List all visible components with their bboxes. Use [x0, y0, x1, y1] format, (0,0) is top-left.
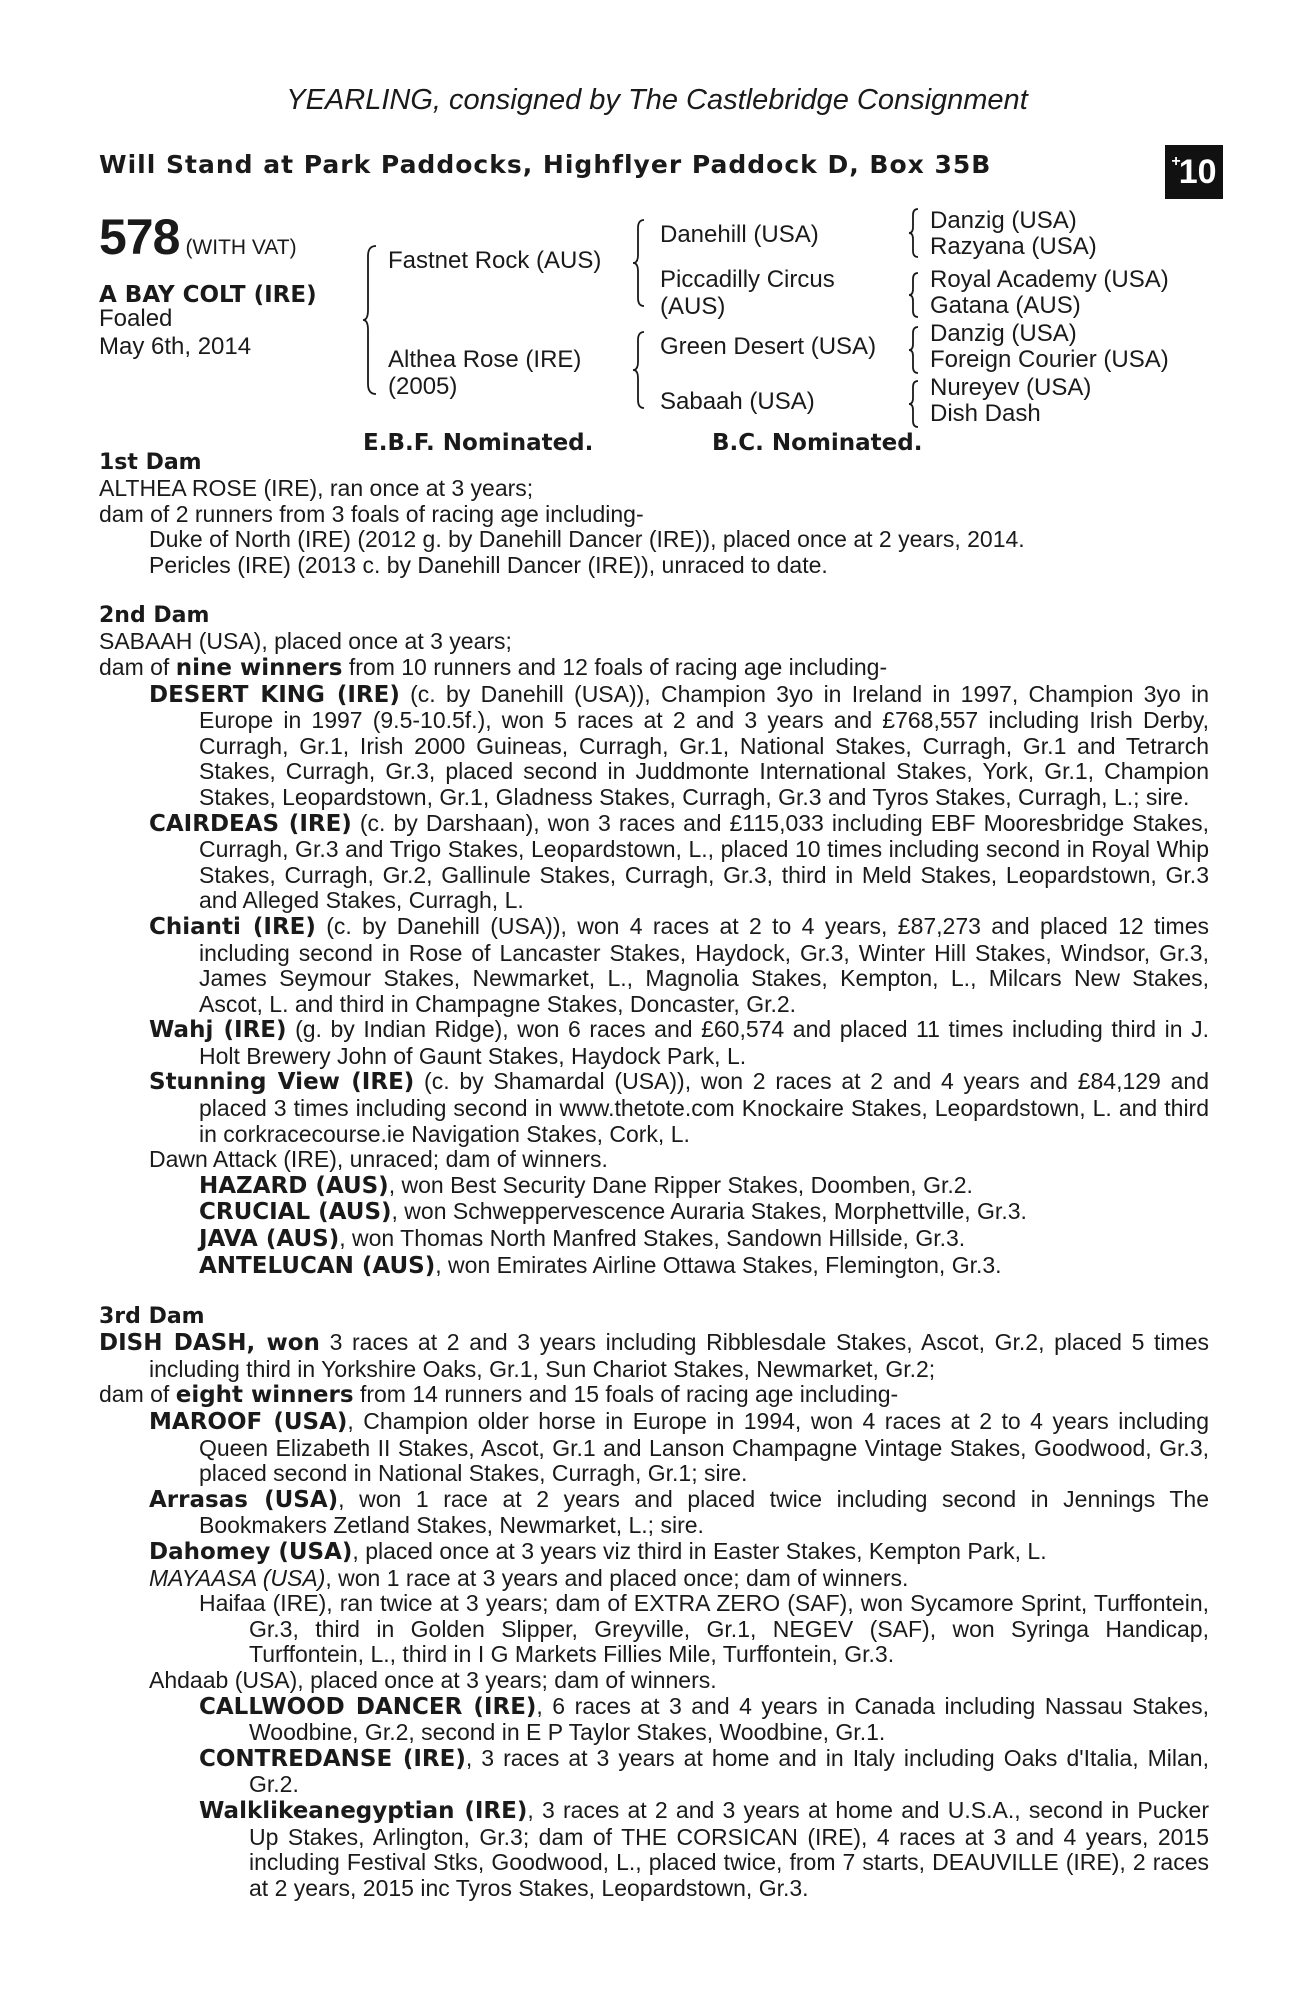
pedigree-dam-name: Althea Rose (IRE) — [388, 346, 582, 373]
pedigree-brace-dam — [632, 330, 646, 410]
text-span: dam of — [99, 653, 176, 680]
lot-number: 578 — [99, 209, 180, 265]
horse-name-bold: Chianti (IRE) — [149, 913, 316, 940]
horse-name-bold: Wahj (IRE) — [149, 1017, 287, 1044]
pedigree-sire-sire: Danehill (USA) — [660, 221, 819, 248]
pedigree-g1: Danzig (USA) — [930, 207, 1077, 234]
text-span: dam of — [99, 1381, 176, 1408]
horse-name-bold: HAZARD (AUS) — [199, 1172, 389, 1199]
first-dam-line1: ALTHEA ROSE (IRE), ran once at 3 years; — [99, 475, 534, 501]
produce-haifaa: Haifaa (IRE), ran twice at 3 years; dam of EXTRA ZERO (SAF), won Sycamore Sprint, Turffontein, Gr.3, third in Golden Slipper, Greyville, Gr.1, NEGEV (SAF), won Syringa Handicap, Turffontein, L., third in I G Markets Fillies Mile, Turffontein, Gr.3. — [199, 1590, 1209, 1668]
foaled-info — [99, 305, 251, 361]
horse-name-bold: Dahomey (USA) — [149, 1538, 353, 1565]
pedigree-g4: Gatana (AUS) — [930, 292, 1081, 319]
second-dam-line1: SABAAH (USA), placed once at 3 years; — [99, 628, 512, 655]
produce-wahj — [99, 1017, 1209, 1069]
produce-dawn-attack: Dawn Attack (IRE), unraced; dam of winners. — [149, 1146, 608, 1173]
produce-text: , won 1 race at 2 years and placed twice including second in Jennings The Bookmakers Zetland Stakes, Newmarket, L.; sire. — [199, 1485, 1210, 1539]
pedigree-g6: Foreign Courier (USA) — [930, 346, 1169, 373]
ebf-nominated: E.B.F. Nominated. — [363, 430, 594, 456]
first-dam-produce-1: Duke of North (IRE) (2012 g. by Danehill Dancer (IRE)), placed once at 2 years, 2014. — [149, 526, 1025, 553]
pedigree-g2: Razyana (USA) — [930, 233, 1097, 260]
text-span: from 14 runners and 15 foals of racing age including- — [353, 1381, 899, 1408]
produce-maroof — [99, 1409, 1209, 1487]
horse-name-bold: CAIRDEAS (IRE) — [149, 810, 352, 837]
stand-location: Will Stand at Park Paddocks, Highflyer Paddock D, Box 35B — [99, 150, 992, 179]
second-dam-line2 — [99, 655, 1209, 682]
horse-name-bold: CONTREDANSE (IRE) — [199, 1745, 466, 1772]
horse-name-bold: Walklikeanegyptian (IRE) — [199, 1797, 528, 1824]
horse-name-bold: MAROOF (USA) — [149, 1409, 348, 1435]
pedigree-brace-g78 — [908, 379, 920, 429]
produce-contredanse — [99, 1746, 1209, 1798]
produce-text: , 3 races at 3 years at home and in Italy including Oaks d'Italia, Milan, Gr.2. — [249, 1744, 1209, 1798]
lot-badge — [1165, 145, 1223, 199]
pedigree-brace-g56 — [908, 325, 920, 375]
produce-text: 3 races at 2 and 3 years including Ribblesdale Stakes, Ascot, Gr.2, placed 5 times including third in Yorkshire Oaks, Gr.1, Sun Chariot Stakes, Newmarket, Gr.2; — [149, 1329, 1209, 1382]
catalogue-body — [99, 450, 1209, 1901]
third-dam-line1 — [99, 1330, 1209, 1382]
produce-text: (g. by Indian Ridge), won 6 races and £60,574 and placed 11 times including third in J. Holt Brewery John of Gaunt Stakes, Haydock Park, L. — [199, 1016, 1209, 1069]
produce-text: (c. by Shamardal (USA)), won 2 races at 2 and 4 years and £84,129 and placed 3 times including second in www.thetote.com Knockaire Stakes, Leopardstown, L. and third in corkracecourse.ie Navigation Stakes, Cork, L. — [199, 1068, 1209, 1147]
bc-nominated: B.C. Nominated. — [712, 430, 923, 456]
produce-text: , 3 races at 2 and 3 years at home and U.S.A., second in Pucker Up Stakes, Arlington, Gr.3; dam of THE CORSICAN (IRE), 4 races at 3 and 4 years, 2015 including Festival Stks, Goodwood, L., placed twice, from 7 starts, DEAUVILLE (IRE), 2 races at 2 years, 2015 inc Tyros Stakes, Leopardstown, Gr.3. — [249, 1796, 1210, 1901]
text-span: from 10 runners and 12 foals of racing age including- — [342, 653, 888, 680]
produce-dahomey — [99, 1539, 1209, 1566]
produce-java — [99, 1226, 1209, 1253]
horse-name-bold: CALLWOOD DANCER (IRE) — [199, 1693, 537, 1720]
produce-text: , won Emirates Airline Ottawa Stakes, Flemington, Gr.3. — [435, 1251, 1002, 1278]
pedigree-g3: Royal Academy (USA) — [930, 266, 1169, 293]
horse-name-italic: MAYAASA (USA) — [149, 1564, 326, 1591]
winners-count: eight winners — [175, 1382, 354, 1409]
produce-text: , won Best Security Dane Ripper Stakes, Doomben, Gr.2. — [388, 1171, 973, 1198]
won-bold: , won — [246, 1330, 320, 1357]
horse-name-bold: DESERT KING (IRE) — [149, 681, 400, 708]
consignment-heading: YEARLING, consigned by The Castlebridge Consignment — [286, 84, 1028, 116]
pedigree-sire-dam — [660, 266, 835, 320]
produce-text: , placed once at 3 years viz third in Easter Stakes, Kempton Park, L. — [352, 1537, 1047, 1564]
pedigree-g8: Dish Dash — [930, 400, 1041, 427]
pedigree-dam-sire: Green Desert (USA) — [660, 333, 877, 360]
pedigree-dam-year: (2005) — [388, 373, 458, 400]
badge-number: 10 — [1178, 152, 1217, 191]
produce-text: , Champion older horse in Europe in 1994, won 4 races at 2 to 4 years including Queen Elizabeth II Stakes, Ascot, Gr.1 and Lanson Champagne Vintage Stakes, Goodwood, Gr.3, placed second in National Stakes, Curragh, Gr.1; sire. — [199, 1408, 1209, 1487]
horse-name-bold: JAVA (AUS) — [199, 1226, 340, 1253]
produce-text: , won Schweppervescence Auraria Stakes, Morphettville, Gr.3. — [391, 1198, 1027, 1225]
produce-stunning-view — [99, 1069, 1209, 1147]
produce-text: (c. by Danehill (USA)), won 4 races at 2 to 4 years, £87,273 and placed 12 times including second in Rose of Lancaster Stakes, Haydock, Gr.3, Winter Hill Stakes, Windsor, Gr.3, James Seymour Stakes, Newmarket, L., Magnolia Stakes, Kempton, L., Milcars New Stakes, Ascot, L. and third in Champagne Stakes, Doncaster, Gr.2. — [199, 912, 1210, 1017]
produce-crucial — [99, 1199, 1209, 1226]
pedigree-brace-main — [362, 244, 378, 396]
lot-vat: (WITH VAT) — [185, 236, 297, 259]
lot-number-block — [99, 208, 297, 266]
produce-text: , 6 races at 3 and 4 years in Canada including Nassau Stakes, Woodbine, Gr.2, second in E P Taylor Stakes, Woodbine, Gr.1. — [249, 1692, 1209, 1746]
produce-hazard — [99, 1173, 1209, 1200]
produce-text: , won Thomas North Manfred Stakes, Sandown Hillside, Gr.3. — [339, 1225, 966, 1252]
produce-text: (c. by Danehill (USA)), Champion 3yo in Ireland in 1997, Champion 3yo in Europe in 1997 (9.5-10.5f.), won 5 races at 2 and 3 years and £768,557 including Irish Derby, Curragh, Gr.1, Irish 2000 Guineas, Curragh, Gr.1, National Stakes, Curragh, Gr.1 and Tetrarch Stakes, Curragh, Gr.3, placed second in Juddmonte International Stakes, York, Gr.1, Champion Stakes, Leopardstown, Gr.1, Gladness Stakes, Curragh, Gr.3 and Tyros Stakes, Curragh, L.; sire. — [199, 680, 1209, 810]
first-dam-line2: dam of 2 runners from 3 foals of racing age including- — [99, 500, 644, 527]
pedigree-dam — [388, 346, 581, 400]
produce-ahdaab: Ahdaab (USA), placed once at 3 years; dam of winners. — [149, 1666, 717, 1693]
produce-callwood-dancer — [99, 1694, 1209, 1746]
produce-walklikeanegyptian — [99, 1798, 1209, 1901]
produce-cairdeas — [99, 811, 1209, 914]
horse-name-bold: CRUCIAL (AUS) — [199, 1199, 392, 1226]
pedigree-sire: Fastnet Rock (AUS) — [388, 247, 602, 274]
foaled-label: Foaled — [99, 305, 173, 332]
produce-chianti — [99, 914, 1209, 1017]
pedigree-brace-sire — [632, 218, 646, 308]
produce-text: , won 1 race at 3 years and placed once; dam of winners. — [325, 1564, 909, 1591]
pedigree-g7: Nureyev (USA) — [930, 374, 1092, 401]
badge-plus: + — [1171, 153, 1181, 170]
pedigree-sire-dam-name: Piccadilly Circus — [660, 266, 835, 293]
horse-name: A BAY COLT (IRE) — [99, 282, 317, 308]
horse-name-bold: DISH DASH — [99, 1330, 247, 1357]
horse-name-bold: Arrasas (USA) — [149, 1486, 339, 1513]
second-dam-title: 2nd Dam — [99, 603, 210, 629]
first-dam-title: 1st Dam — [99, 450, 202, 475]
pedigree-sire-dam-country: (AUS) — [660, 293, 726, 320]
horse-name-bold: Stunning View (IRE) — [149, 1069, 415, 1096]
pedigree-g5: Danzig (USA) — [930, 320, 1077, 347]
pedigree-brace-g34 — [908, 271, 920, 319]
pedigree-brace-g12 — [908, 207, 920, 259]
third-dam-title: 3rd Dam — [99, 1304, 205, 1330]
winners-count: nine winners — [175, 654, 343, 681]
produce-desert-king — [99, 682, 1209, 811]
produce-mayaasa — [99, 1566, 1209, 1592]
produce-arrasas — [99, 1487, 1209, 1539]
third-dam-line2 — [99, 1382, 1209, 1409]
foaled-date: May 6th, 2014 — [99, 333, 252, 360]
produce-text: (c. by Darshaan), won 3 races and £115,033 including EBF Mooresbridge Stakes, Curragh, Gr.3 and Trigo Stakes, Leopardstown, L., placed 10 times including second in Royal Whip Stakes, Curragh, Gr.2, Gallinule Stakes, Curragh, Gr.3, third in Meld Stakes, Leopardstown, Gr.3 and Alleged Stakes, Curragh, L. — [199, 809, 1209, 914]
first-dam-produce-2: Pericles (IRE) (2013 c. by Danehill Dancer (IRE)), unraced to date. — [149, 551, 828, 578]
pedigree-dam-dam: Sabaah (USA) — [660, 388, 815, 415]
produce-antelucan — [99, 1253, 1209, 1280]
horse-name-bold: ANTELUCAN (AUS) — [199, 1252, 436, 1279]
